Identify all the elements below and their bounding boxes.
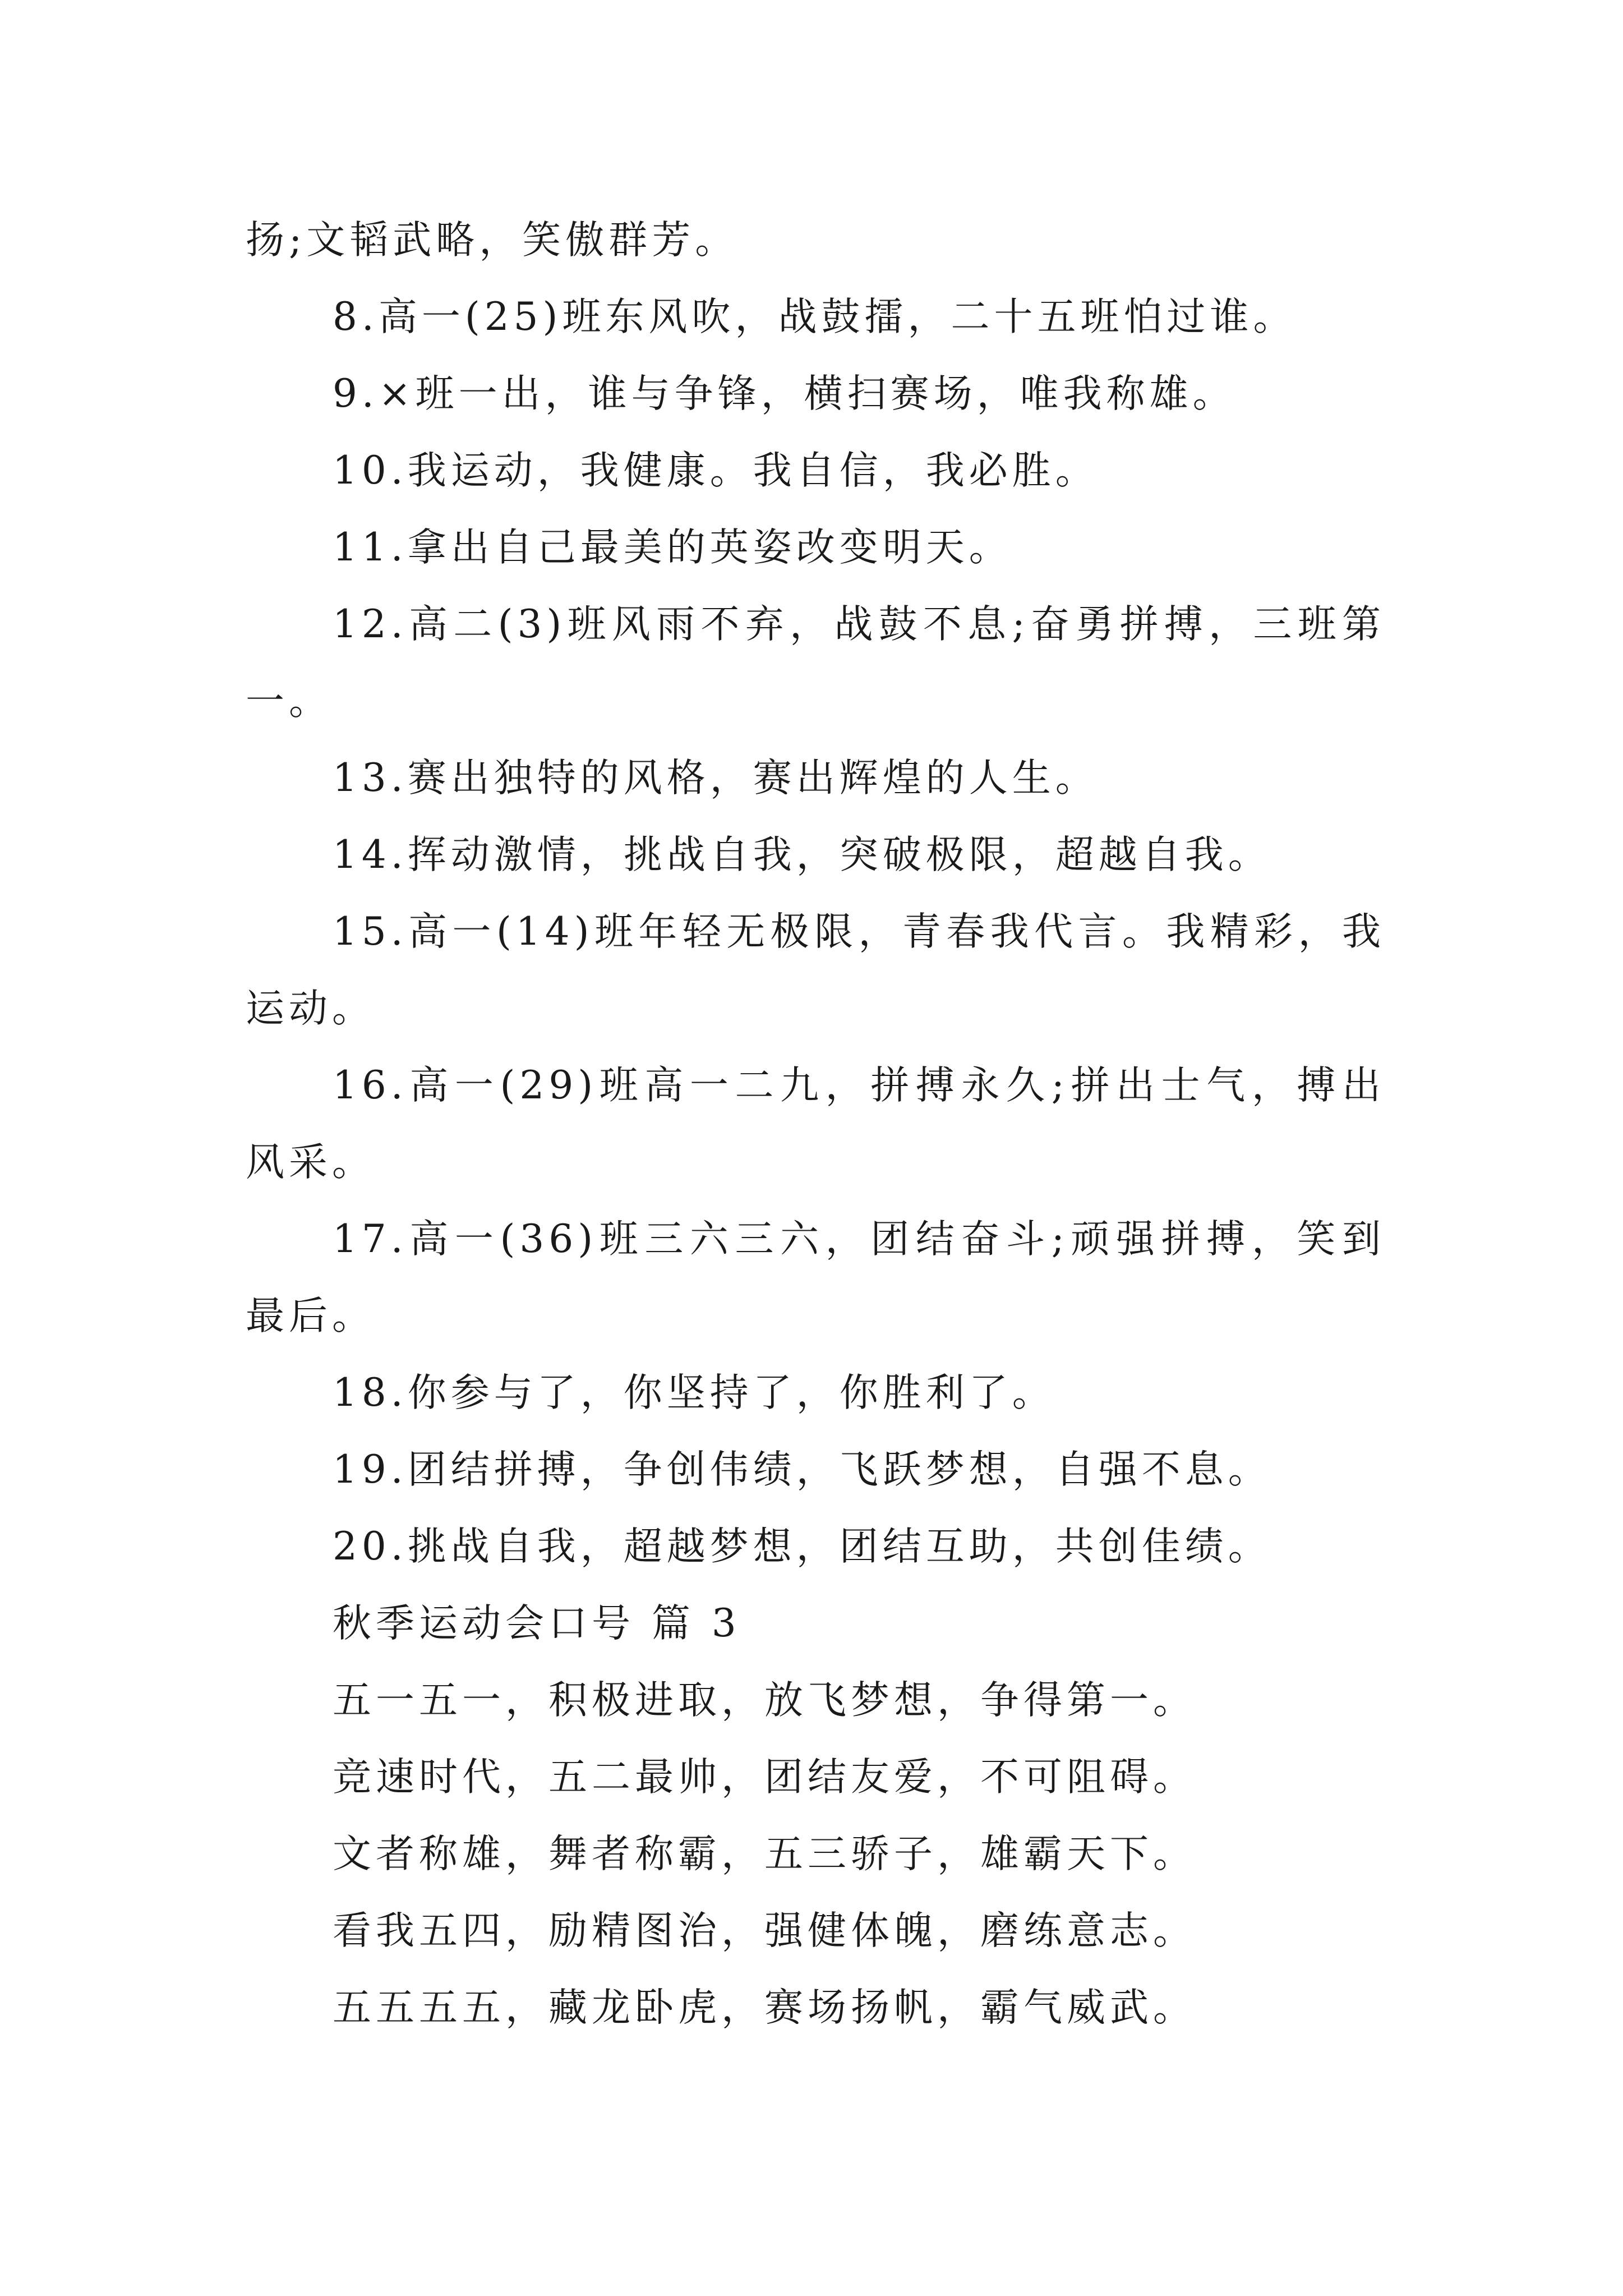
slogan-line: 五一五一，积极进取，放飞梦想，争得第一。	[333, 1678, 1196, 1723]
slogan-item-9: 9.×班一出，谁与争锋，横扫赛场，唯我称雄。	[333, 371, 1236, 416]
slogan-line: 竞速时代，五二最帅，团结友爱，不可阻碍。	[333, 1755, 1196, 1800]
slogan-item-20: 20.挑战自我，超越梦想，团结互助，共创佳绩。	[333, 1524, 1271, 1569]
slogan-item-15: 15.高一(14)班年轻无极限，青春我代言。我精彩，我运动。	[246, 909, 1385, 1031]
slogan-item-17: 17.高一(36)班三六三六，团结奋斗;顽强拼搏，笑到最后。	[246, 1217, 1385, 1338]
slogan-line: 看我五四，励精图治，强健体魄，磨练意志。	[333, 1908, 1196, 1953]
section-heading: 秋季运动会口号 篇 3	[333, 1601, 741, 1646]
slogan-line: 五五五五，藏龙卧虎，赛场扬帆，霸气威武。	[333, 1985, 1196, 2030]
slogan-item-16: 16.高一(29)班高一二九，拼搏永久;拼出士气，搏出风采。	[246, 1063, 1385, 1185]
slogan-item-11: 11.拿出自己最美的英姿改变明天。	[333, 525, 1012, 570]
paragraph-continuation: 扬;文韬武略，笑傲群芳。	[246, 218, 739, 263]
slogan-item-18: 18.你参与了，你坚持了，你胜利了。	[333, 1370, 1055, 1415]
slogan-line: 文者称雄，舞者称霸，五三骄子，雄霸天下。	[333, 1832, 1196, 1876]
slogan-item-10: 10.我运动，我健康。我自信，我必胜。	[333, 448, 1099, 493]
document-body	[246, 202, 1385, 2046]
slogan-item-19: 19.团结拼搏，争创伟绩，飞跃梦想，自强不息。	[333, 1447, 1271, 1492]
slogan-item-12: 12.高二(3)班风雨不弃，战鼓不息;奋勇拼搏，三班第一。	[246, 602, 1385, 724]
slogan-item-8: 8.高一(25)班东风吹，战鼓擂，二十五班怕过谁。	[333, 295, 1297, 339]
slogan-item-13: 13.赛出独特的风格，赛出辉煌的人生。	[333, 756, 1099, 800]
slogan-item-14: 14.挥动激情，挑战自我，突破极限，超越自我。	[333, 832, 1271, 877]
